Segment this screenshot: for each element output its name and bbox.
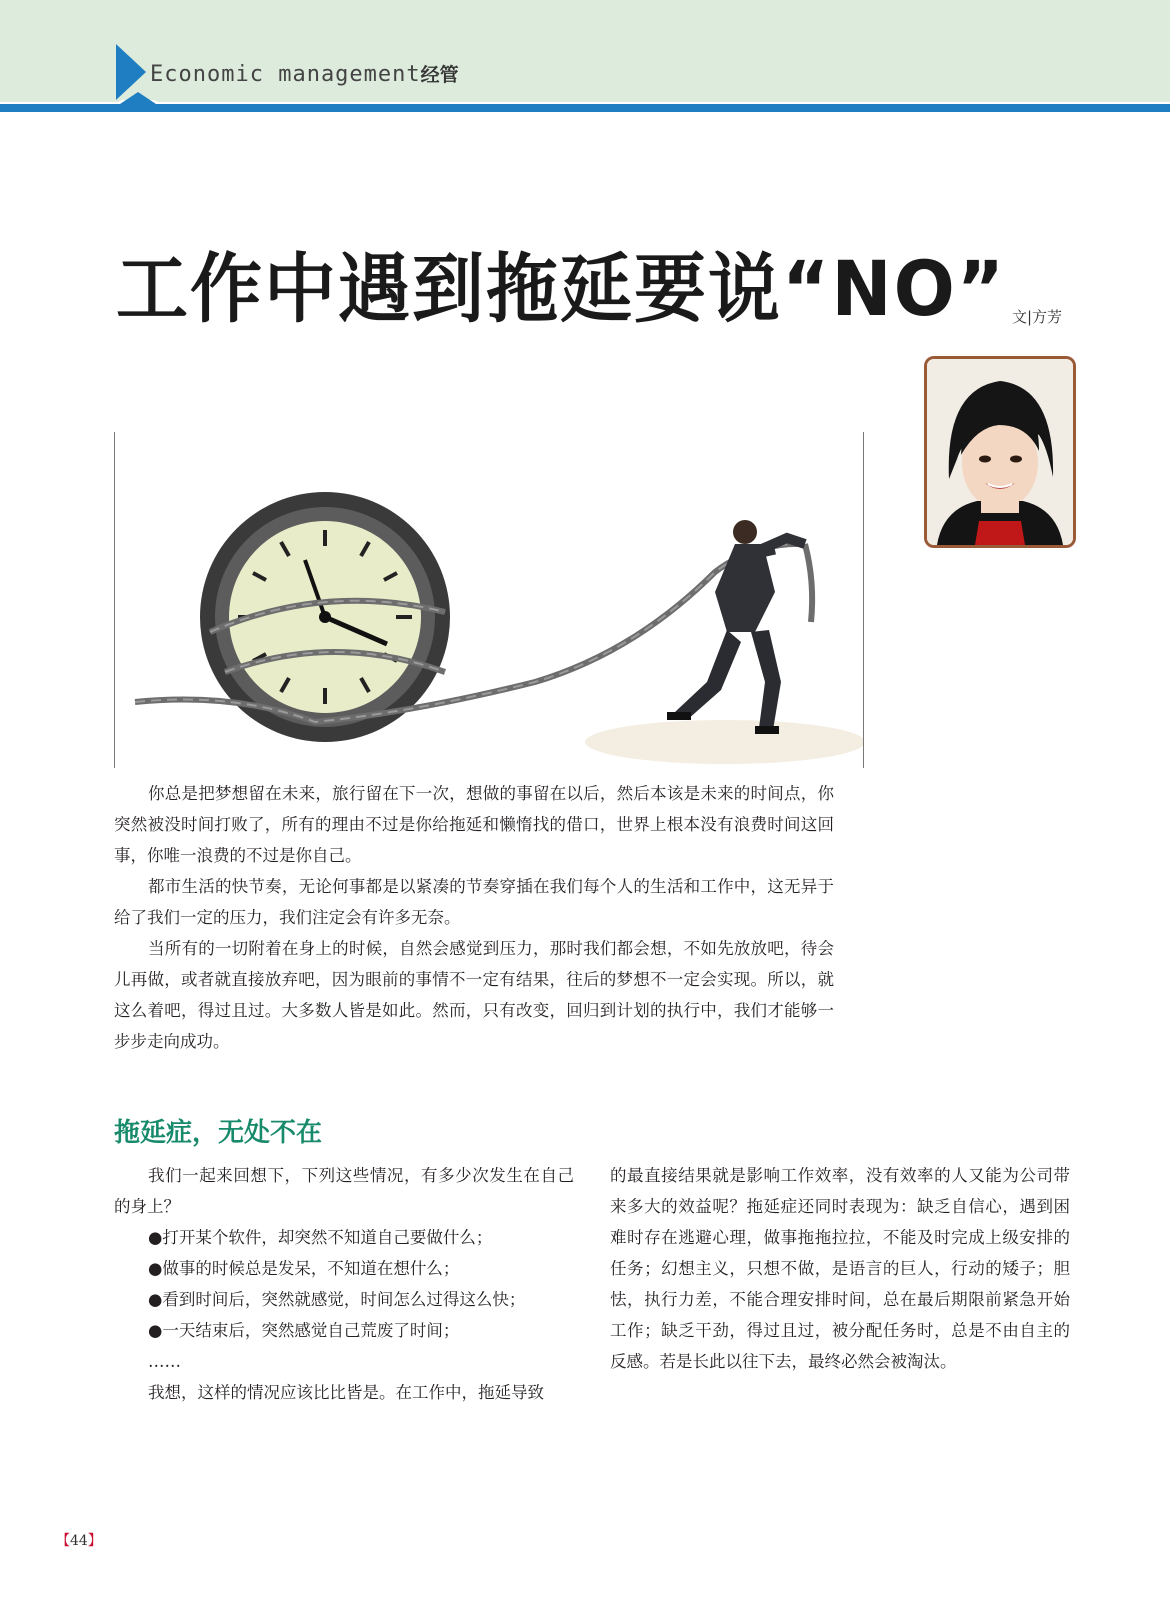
list-item: ●一天结束后，突然感觉自己荒废了时间； (148, 1321, 460, 1340)
list-item: ●做事的时候总是发呆，不知道在想什么； (148, 1259, 460, 1278)
section-tail: 我想，这样的情况应该比比皆是。在工作中，拖延导致 (148, 1383, 544, 1402)
right-column (610, 1160, 1070, 1377)
section-intro: 我们一起来回想下，下列这些情况，有多少次发生在自己的身上？ (114, 1166, 574, 1216)
section-label (150, 60, 459, 87)
section-label-cn: 经管 (420, 64, 459, 86)
page-number (56, 1530, 102, 1550)
intro-paragraph-3: 当所有的一切附着在身上的时候，自然会感觉到压力，那时我们都会想，不如先放放吧，待会儿再做，或者就直接放弃吧，因为眼前的事情不一定有结果，往后的梦想不一定会实现。所以，就这么着吧，得过且过。大多数人皆是如此。然而，只有改变，回归到计划的执行中，我们才能够一步步走向成功。 (114, 939, 834, 1051)
author-byline: 文|方芳 (1012, 308, 1063, 326)
section-continuation: 的最直接结果就是影响工作效率，没有效率的人又能为公司带来多大的效益呢？拖延症还同时表现为：缺乏自信心，遇到困难时存在逃避心理，做事拖拖拉拉，不能及时完成上级安排的任务；幻想主义，只想不做，是语言的巨人，行动的矮子；胆怯，执行力差，不能合理安排时间，总在最后期限前紧急开始工作；缺乏干劲，得过且过，被分配任务时，总是不由自主的反感。若是长此以往下去，最终必然会被淘汰。 (610, 1166, 1070, 1371)
portrait-illustration (927, 359, 1073, 545)
intro-paragraph-1: 你总是把梦想留在未来，旅行留在下一次，想做的事留在以后，然后本该是未来的时间点，你突然被没时间打败了，所有的理由不过是你给拖延和懒惰找的借口，世界上根本没有浪费时间这回事，你唯一浪费的不过是你自己。 (114, 784, 834, 865)
left-column (114, 1160, 574, 1408)
page-number-value: 44 (70, 1533, 88, 1549)
chained-clock-illustration (115, 432, 863, 768)
intro-paragraph-2: 都市生活的快节奏，无论何事都是以紧凑的节奏穿插在我们每个人的生活和工作中，这无异于给了我们一定的压力，我们注定会有许多无奈。 (114, 877, 834, 927)
article-title: 工作中遇到拖延要说“NO” (116, 244, 1007, 333)
hero-image (114, 432, 864, 768)
bracket-left: 【 (56, 1533, 70, 1549)
header-notch-line (0, 88, 1170, 112)
section-label-en: Economic management (150, 62, 421, 87)
ellipsis: …… (148, 1352, 181, 1371)
list-item: ●看到时间后，突然就感觉，时间怎么过得这么快； (148, 1290, 526, 1309)
section-heading: 拖延症，无处不在 (114, 1118, 323, 1148)
bracket-right: 】 (87, 1533, 102, 1549)
author-portrait (924, 356, 1076, 548)
header-triangle-icon (116, 44, 146, 100)
list-item: ●打开某个软件，却突然不知道自己要做什么； (148, 1228, 493, 1247)
